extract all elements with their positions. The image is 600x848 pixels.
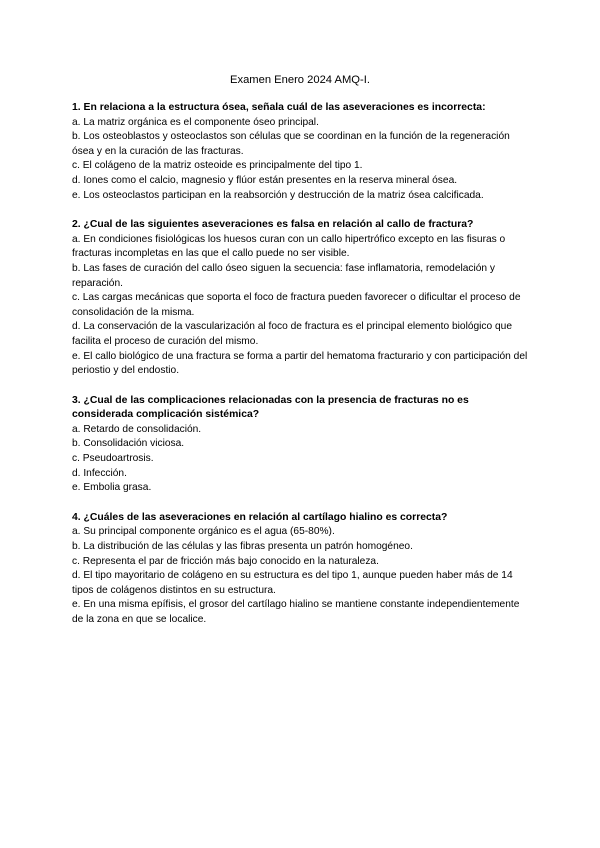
option-c: c. Las cargas mecánicas que soporta el foco de fractura pueden favorecer o dificultar el proceso de consolidación de la misma. (72, 292, 521, 318)
option-b: b. Las fases de curación del callo óseo siguen la secuencia: fase inflamatoria, remodelación y reparación. (72, 262, 496, 289)
question-text: 3. ¿Cual de las complicaciones relacionadas con la presencia de fracturas no es considerada complicación sistémica? (72, 394, 469, 421)
question-3 (72, 394, 532, 496)
option-d: d. Infección. (72, 467, 127, 479)
option-a: a. Su principal componente orgánico es el agua (65-80%). (72, 526, 335, 538)
option-d: d. Iones como el calcio, magnesio y flúor están presentes en la reserva mineral ósea. (72, 174, 458, 186)
option-e: e. Embolia grasa. (72, 482, 152, 494)
option-d: d. La conservación de la vascularización al foco de fractura es el principal elemento biológico que facilita el proceso de curación del mismo. (72, 321, 513, 347)
option-b: b. La distribución de las células y las fibras presenta un patrón homogéneo. (72, 541, 413, 553)
option-c: c. El colágeno de la matriz osteoide es principalmente del tipo 1. (72, 160, 363, 172)
option-c: c. Pseudoartrosis. (72, 453, 154, 465)
question-text: 1. En relaciona a la estructura ósea, señala cuál de las aseveraciones es incorrecta: (72, 102, 486, 113)
question-text: 4. ¿Cuáles de las aseveraciones en relación al cartílago hialino es correcta? (72, 511, 448, 523)
option-a: a. La matriz orgánica es el componente óseo principal. (72, 116, 319, 128)
question-4 (72, 511, 532, 628)
exam-title: Examen Enero 2024 AMQ-I. (230, 74, 370, 86)
option-a: a. En condiciones fisiológicas los huesos curan con un callo hipertrófico excepto en las fisuras o fracturas incompletas en las que el callo puede no ser visible. (72, 233, 506, 260)
option-e: e. El callo biológico de una fractura se forma a partir del hematoma fracturario y con participación del periostio y del endostio. (72, 350, 528, 377)
question-list (72, 101, 532, 643)
question-text: 2. ¿Cual de las siguientes aseveraciones es falsa en relación al callo de fractura? (72, 219, 474, 231)
option-e: e. En una misma epífisis, el grosor del cartílago hialino se mantiene constante independientemente de la zona en que se localice. (72, 599, 520, 625)
option-b: b. Los osteoblastos y osteoclastos son células que se coordinan en la función de la regeneración ósea y en la curación de las fracturas. (72, 131, 510, 157)
question-1 (72, 101, 532, 203)
option-d: d. El tipo mayoritario de colágeno en su estructura es del tipo 1, aunque pueden haber más de 14 tipos de colágenos distintos en su estructura. (72, 570, 513, 596)
option-a: a. Retardo de consolidación. (72, 423, 202, 435)
option-c: c. Representa el par de fricción más bajo conocido en la naturaleza. (72, 555, 379, 567)
option-b: b. Consolidación viciosa. (72, 438, 185, 450)
question-2 (72, 218, 532, 379)
option-e: e. Los osteoclastos participan en la reabsorción y destrucción de la matriz ósea calcificada. (72, 189, 484, 201)
